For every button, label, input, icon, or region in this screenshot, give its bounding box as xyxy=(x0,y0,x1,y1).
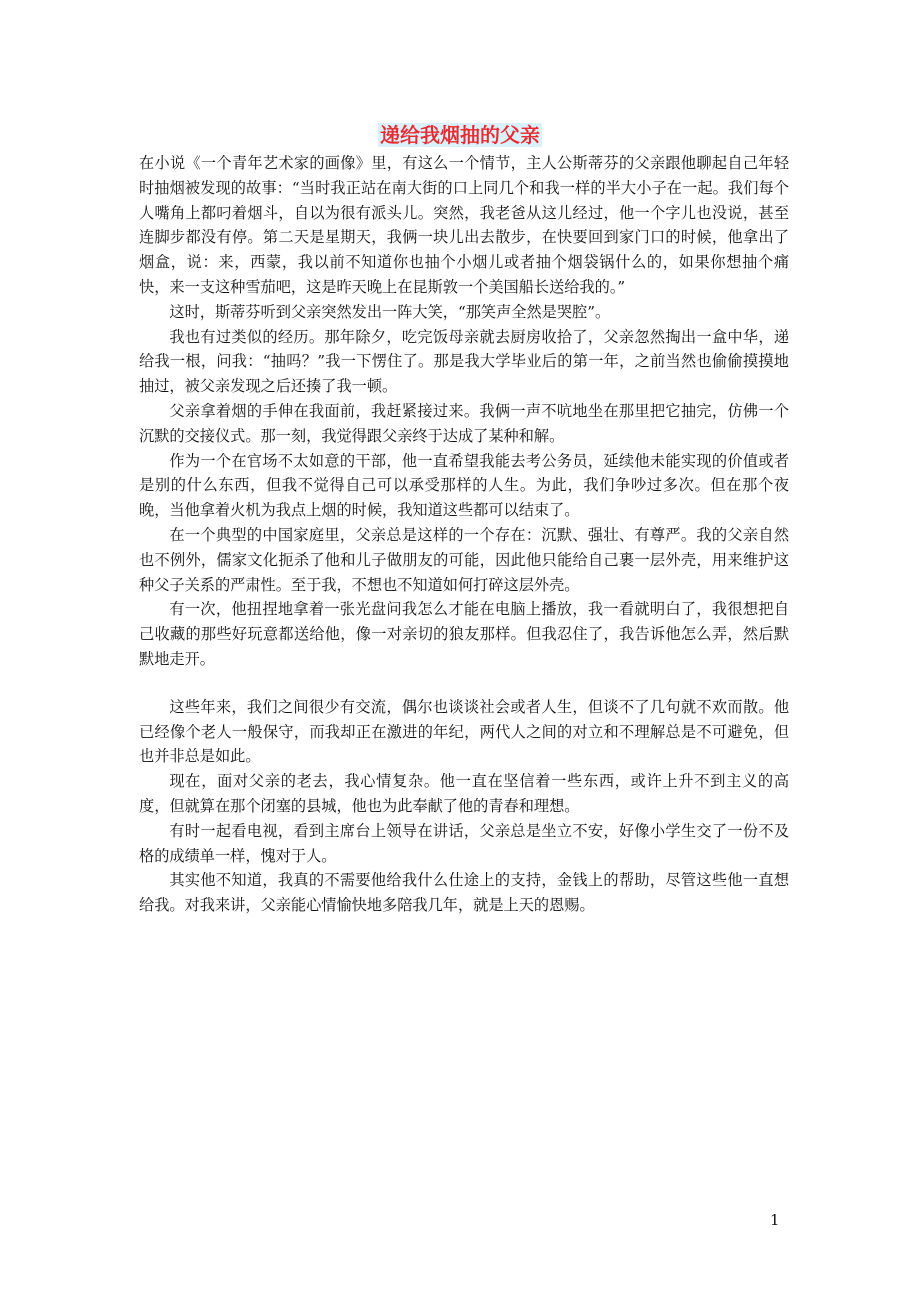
paragraph: 有一次，他扭捏地拿着一张光盘问我怎么才能在电脑上播放，我一看就明白了，我很想把自己收藏的那些好玩意都送给他，像一对亲切的狼友那样。但我忍住了，我告诉他怎么弄，然后默默地走开。 xyxy=(139,600,789,668)
paragraph: 这时，斯蒂芬听到父亲突然发出一阵大笑，“那笑声全然是哭腔”。 xyxy=(169,302,611,321)
paragraph: 这些年来，我们之间很少有交流，偶尔也谈谈社会或者人生，但谈不了几句就不欢而散。他已经像个老人一般保守，而我却正在激进的年纪，两代人之间的对立和不理解总是不可避免，但也并非总是如此。 xyxy=(139,697,789,766)
page-number: 1 xyxy=(770,1211,780,1229)
paragraph: 在小说《一个青年艺术家的画像》里，有这么一个情节，主人公斯蒂芬的父亲跟他聊起自己年轻时抽烟被发现的故事：“当时我正站在南大街的口上同几个和我一样的半大小子在一起。我们每个人嘴角上都叼着烟斗，自以为很有派头儿。突然，我老爸从这儿经过，他一个字儿也没说，甚至连脚步都没有停。第二天是星期天，我俩一块儿出去散步，在快要回到家门口的时候，他拿出了烟盒，说：来，西蒙，我以前不知道你也抽个小烟儿或者抽个烟袋锅什么的，如果你想抽个痛快，来一支这种雪茄吧，这是昨天晚上在昆斯敦一个美国船长送给我的。” xyxy=(139,154,789,296)
paragraph: 父亲拿着烟的手伸在我面前，我赶紧接过来。我俩一声不吭地坐在那里把它抽完，仿佛一个沉默的交接仪式。那一刻，我觉得跟父亲终于达成了某种和解。 xyxy=(139,401,789,445)
article-body xyxy=(139,151,789,918)
article-title-text: 递给我烟抽的父亲 xyxy=(380,123,540,147)
paragraph: 我也有过类似的经历。那年除夕，吃完饭母亲就去厨房收拾了，父亲忽然掏出一盒中华，递给我一根，问我：“抽吗？”我一下愣住了。那是我大学毕业后的第一年，之前当然也偷偷摸摸地抽过，被父亲发现之后还揍了我一顿。 xyxy=(139,327,789,396)
paragraph: 作为一个在官场不太如意的干部，他一直希望我能去考公务员，延续他未能实现的价值或者是别的什么东西，但我不觉得自己可以承受那样的人生。为此，我们争吵过多次。但在那个夜晚，当他拿着火机为我点上烟的时候，我知道这些都可以结束了。 xyxy=(139,451,789,520)
article-title xyxy=(0,120,920,150)
paragraph: 其实他不知道，我真的不需要他给我什么仕途上的支持，金钱上的帮助，尽管这些他一直想给我。对我来讲，父亲能心情愉快地多陪我几年，就是上天的恩赐。 xyxy=(139,871,789,915)
paragraph: 在一个典型的中国家庭里，父亲总是这样的一个存在：沉默、强壮、有尊严。我的父亲自然也不例外，儒家文化扼杀了他和儿子做朋友的可能，因此他只能给自己裹一层外壳，用来维护这种父子关系的严肃性。至于我，不想也不知道如何打碎这层外壳。 xyxy=(139,525,789,594)
paragraph: 现在，面对父亲的老去，我心情复杂。他一直在坚信着一些东西，或许上升不到主义的高度，但就算在那个闭塞的县城，他也为此奉献了他的青春和理想。 xyxy=(139,772,789,815)
paragraph: 有时一起看电视，看到主席台上领导在讲话，父亲总是坐立不安，好像小学生交了一份不及格的成绩单一样，愧对于人。 xyxy=(139,821,789,865)
